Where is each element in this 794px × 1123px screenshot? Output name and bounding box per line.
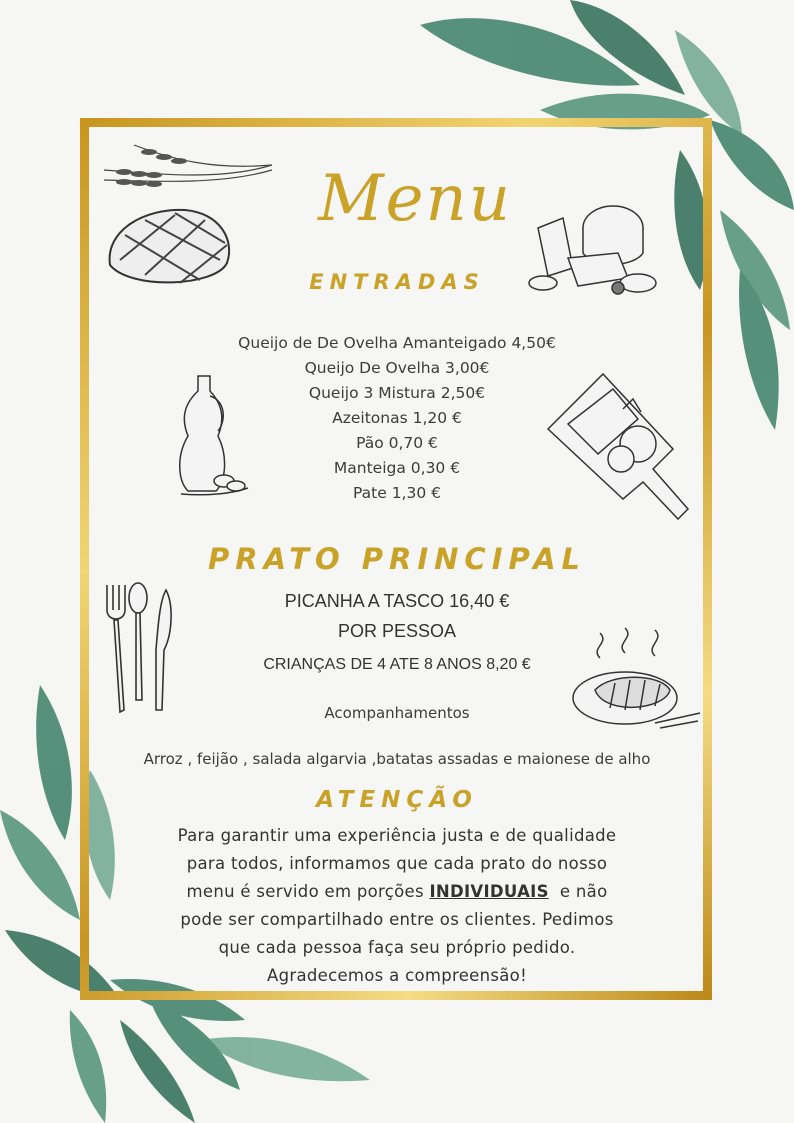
main-dish-per-person: POR PESSOA <box>337 621 457 641</box>
page-title <box>315 155 515 245</box>
list-item: Pão 0,70 € <box>356 434 438 452</box>
notice-line-pre: menu é servido em porções <box>186 882 430 901</box>
side-dishes-label: Acompanhamentos <box>324 704 470 722</box>
notice-line: para todos, informamos que cada prato do nosso <box>186 854 608 873</box>
notice-line: Agradecemos a compreensão! <box>267 966 527 985</box>
list-item: Queijo De Ovelha 3,00€ <box>304 359 490 377</box>
page-title-text: Menu <box>318 162 512 236</box>
notice-line-post: e não <box>548 882 608 901</box>
notice-line <box>0 878 794 906</box>
list-item: Manteiga 0,30 € <box>333 459 461 477</box>
prato-principal-heading: PRATO PRINCIPAL <box>207 542 587 576</box>
wheat-icon <box>104 140 274 200</box>
side-dishes-list: Arroz , feijão , salada algarvia ,batatas assadas e maionese de alho <box>143 750 651 768</box>
entradas-heading: ENTRADAS <box>309 270 485 294</box>
notice-line: Para garantir uma experiência justa e de qualidade <box>177 826 617 845</box>
notice-text <box>0 822 794 990</box>
notice-line: pode ser compartilhado entre os clientes. Pedimos <box>180 910 614 929</box>
entradas-list <box>0 331 794 506</box>
list-item: Azeitonas 1,20 € <box>332 409 462 427</box>
list-item: Pate 1,30 € <box>353 484 441 502</box>
notice-line: que cada pessoa faça seu próprio pedido. <box>218 938 576 957</box>
list-item: Queijo de De Ovelha Amanteigado 4,50€ <box>238 334 556 352</box>
atencao-heading: ATENÇÃO <box>316 787 478 813</box>
individuais-emphasis: INDIVIDUAIS <box>429 882 549 901</box>
list-item: Queijo 3 Mistura 2,50€ <box>308 384 486 402</box>
main-dish-line: PICANHA A TASCO 16,40 € <box>284 591 510 611</box>
children-price-line: CRIANÇAS DE 4 ATE 8 ANOS 8,20 € <box>263 656 531 673</box>
